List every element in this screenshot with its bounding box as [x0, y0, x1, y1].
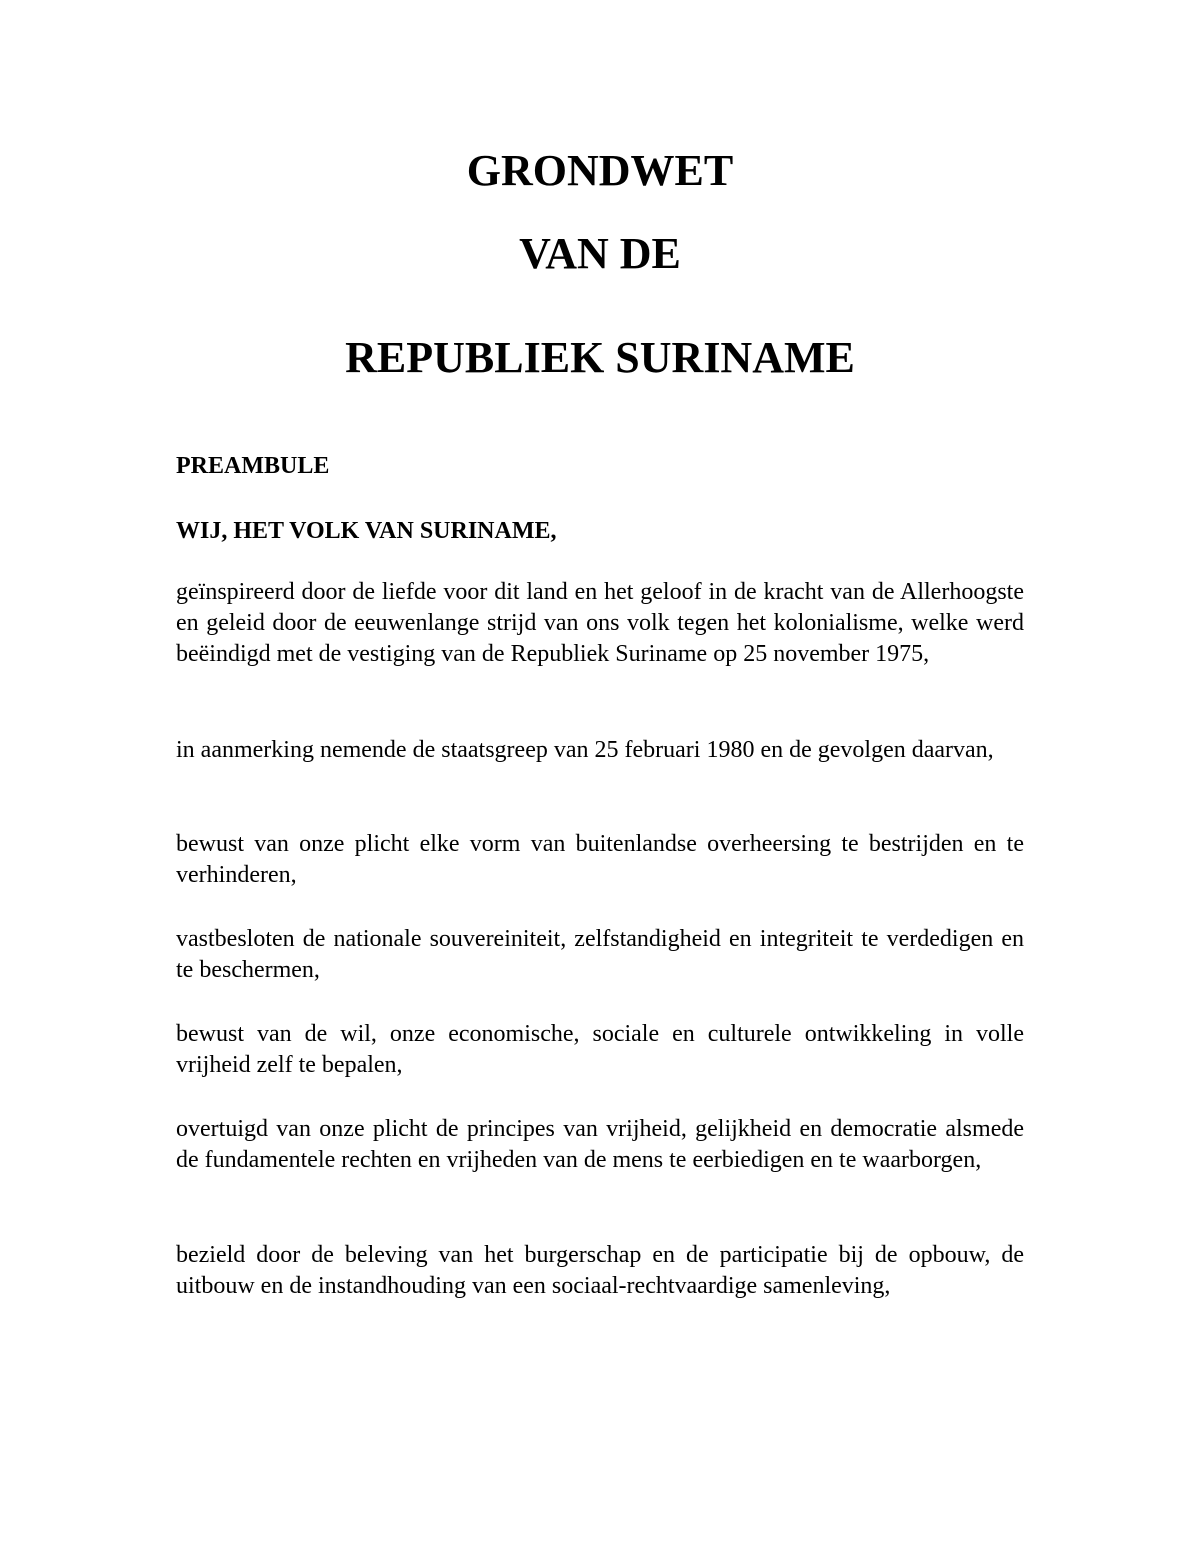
- paragraph: bezield door de beleving van het burgerschap en de participatie bij de opbouw, de uitbouw en de instandhouding van een sociaal-rechtvaardige samenleving,: [176, 1242, 1024, 1299]
- paragraph: bewust van onze plicht elke vorm van buitenlandse overheersing te bestrijden en te verhinderen,: [176, 831, 1024, 888]
- subheading: WIJ, HET VOLK VAN SURINAME,: [176, 518, 557, 544]
- paragraph: overtuigd van onze plicht de principes van vrijheid, gelijkheid en democratie alsmede de fundamentele rechten en vrijheden van de mens te eerbiedigen en te waarborgen,: [176, 1116, 1024, 1173]
- title-line-3: REPUBLIEK SURINAME: [345, 333, 855, 382]
- section-heading: PREAMBULE: [176, 453, 330, 479]
- paragraph: bewust van de wil, onze economische, sociale en culturele ontwikkeling in volle vrijheid zelf te bepalen,: [176, 1021, 1024, 1078]
- paragraph: geïnspireerd door de liefde voor dit land en het geloof in de kracht van de Allerhoogste en geleid door de eeuwenlange strijd van ons volk tegen het kolonialisme, welke werd beëindigd met de vestiging van de Republiek Suriname op 25 november 1975,: [176, 579, 1024, 667]
- title-line-1: GRONDWET: [466, 146, 734, 195]
- title-line-2: VAN DE: [519, 229, 681, 278]
- paragraph: vastbesloten de nationale souvereiniteit, zelfstandigheid en integriteit te verdedigen en te beschermen,: [176, 926, 1024, 983]
- paragraph: in aanmerking nemende de staatsgreep van 25 februari 1980 en de gevolgen daarvan,: [176, 737, 994, 763]
